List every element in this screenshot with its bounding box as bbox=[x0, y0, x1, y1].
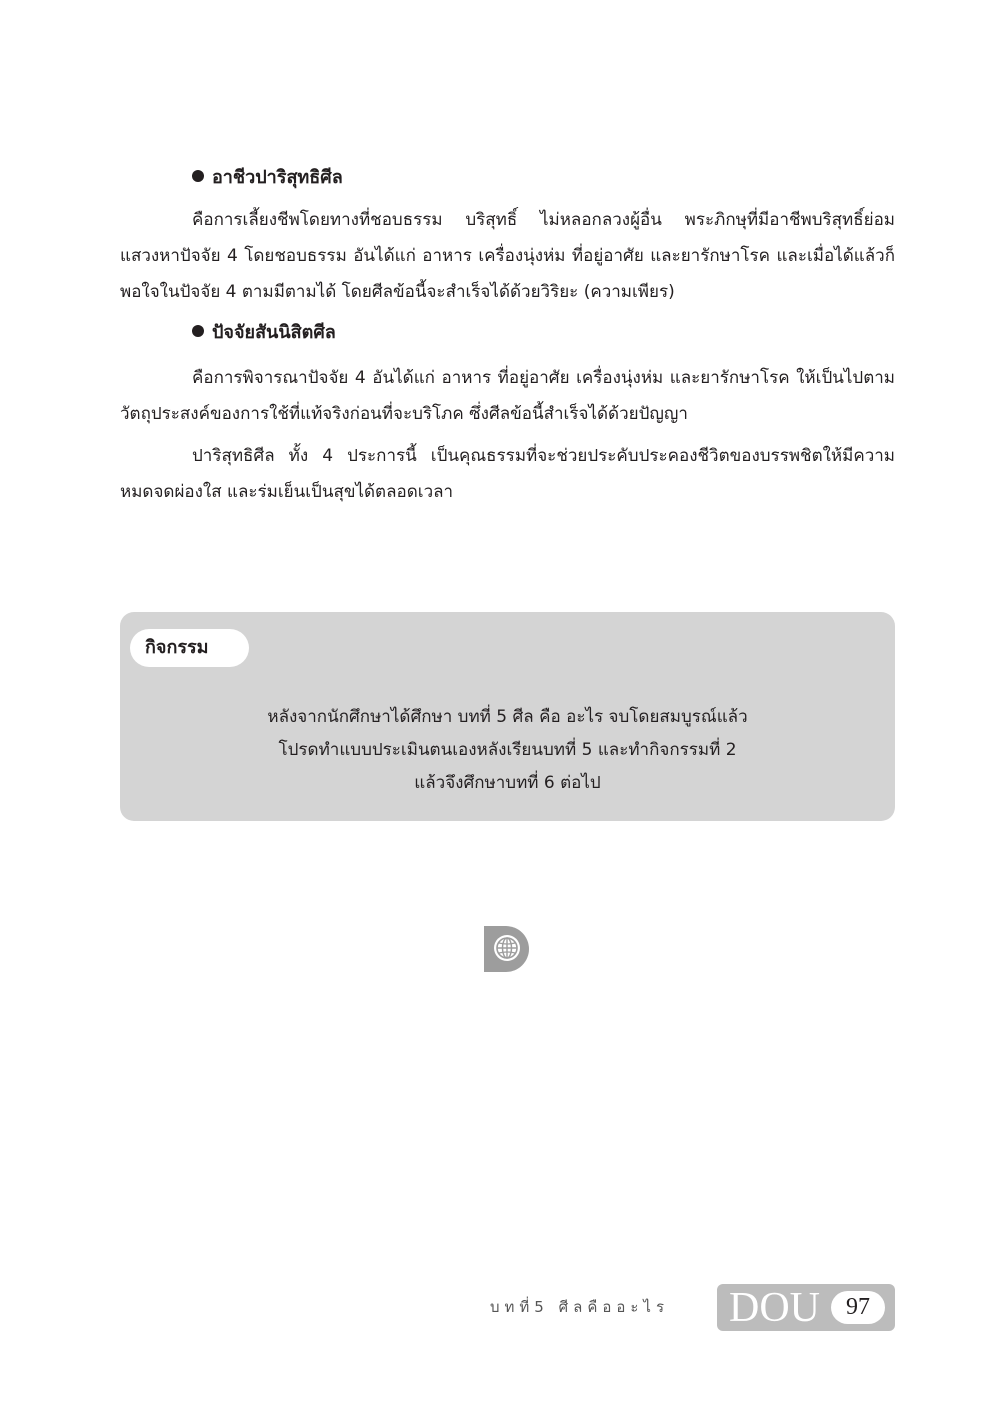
bullet-icon bbox=[192, 325, 204, 337]
section-paragraph-paccaya: คือการพิจารณาปัจจัย 4 อันได้แก่ อาหาร ที่อยู่อาศัย เครื่องนุ่งห่ม และยารักษาโรค ให้เป็นไปตามวัตถุประสงค์ของการใช้ที่แท้จริงก่อนที่จะบริโภค ซึ่งศีลข้อนี้สำเร็จได้ด้วยปัญญา bbox=[120, 368, 895, 424]
dou-globe-logo-icon bbox=[484, 926, 532, 972]
summary-paragraph: ปาริสุทธิศีล ทั้ง 4 ประการนี้ เป็นคุณธรรมที่จะช่วยประคับประคองชีวิตของบรรพชิตให้มีความหมดจดผ่องใส และร่มเย็นเป็นสุขได้ตลอดเวลา bbox=[120, 446, 895, 502]
activity-tab bbox=[130, 629, 249, 667]
section-heading-ajiva bbox=[192, 166, 343, 190]
activity-line: แล้วจึงศึกษาบทที่ 6 ต่อไป bbox=[414, 773, 601, 793]
footer-chapter-title: บทที่5 ศีลคืออะไร bbox=[490, 1298, 670, 1316]
footer-badge bbox=[717, 1284, 895, 1331]
section-heading-paccaya bbox=[192, 321, 336, 345]
page-number: 97 bbox=[831, 1291, 885, 1324]
activity-line: โปรดทำแบบประเมินตนเองหลังเรียนบทที่ 5 และทำกิจกรรมที่ 2 bbox=[278, 740, 737, 760]
footer-brand: DOU bbox=[729, 1285, 820, 1331]
section-paragraph-ajiva: คือการเลี้ยงชีพโดยทางที่ชอบธรรม บริสุทธิ์ ไม่หลอกลวงผู้อื่น พระภิกษุที่มีอาชีพบริสุทธิ์ย่อมแสวงหาปัจจัย 4 โดยชอบธรรม อันได้แก่ อาหาร เครื่องนุ่งห่ม ที่อยู่อาศัย และยารักษาโรค และเมื่อได้แล้วก็พอใจในปัจจัย 4 ตามมีตามได้ โดยศีลข้อนี้จะสำเร็จได้ด้วยวิริยะ (ความเพียร) bbox=[120, 210, 895, 302]
section-heading-text: อาชีวปาริสุทธิศีล bbox=[212, 167, 343, 188]
activity-box bbox=[120, 612, 895, 821]
activity-title: กิจกรรม bbox=[145, 637, 209, 658]
activity-line: หลังจากนักศึกษาได้ศึกษา บทที่ 5 ศีล คือ อะไร จบโดยสมบูรณ์แล้ว bbox=[267, 707, 748, 727]
bullet-icon bbox=[192, 170, 204, 182]
section-heading-text: ปัจจัยสันนิสิตศีล bbox=[212, 322, 336, 343]
